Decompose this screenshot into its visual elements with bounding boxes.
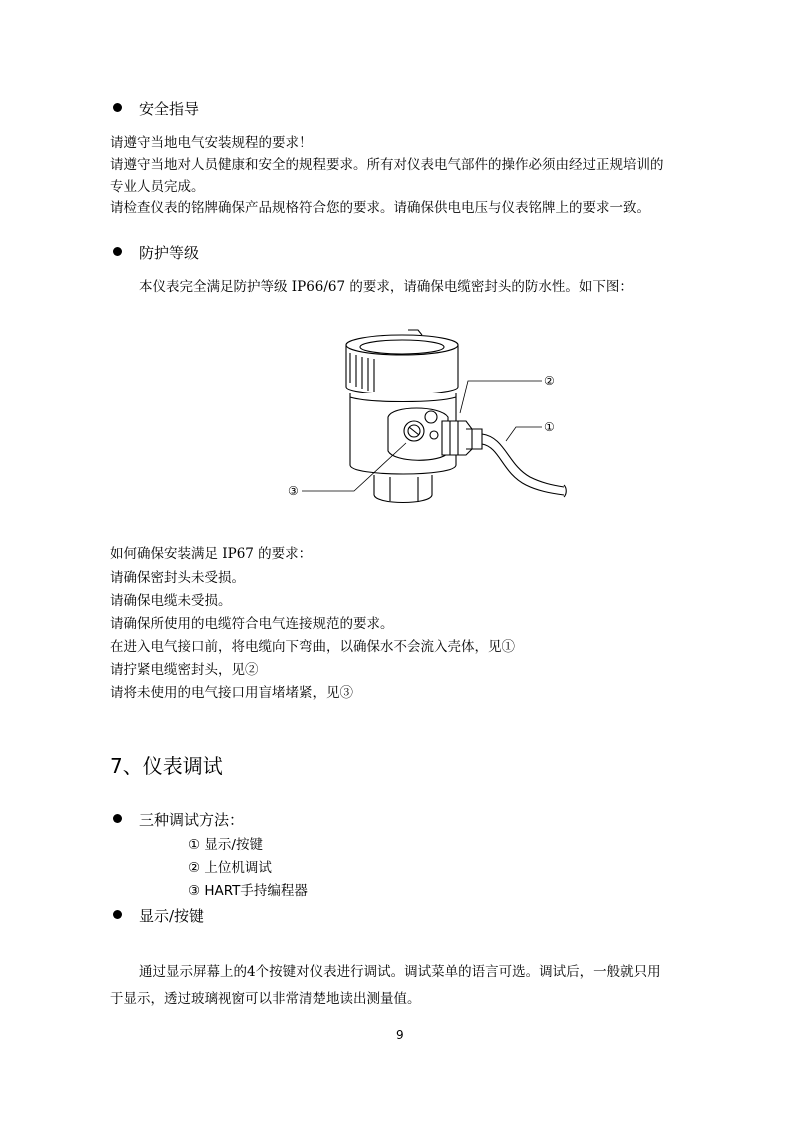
callout-2: ② [544, 374, 555, 388]
section-title: 7、仪表调试 [110, 754, 223, 778]
bullet-icon [113, 247, 122, 256]
protection-line-1: 如何确保安装满足 IP67 的要求： [110, 546, 313, 562]
bullet-icon [113, 103, 122, 112]
bullet-icon [113, 814, 122, 823]
protection-heading: 防护等级 [139, 244, 200, 262]
callout-3: ③ [288, 484, 299, 498]
protection-intro: 本仪表完全满足防护等级 IP66/67 的要求，请确保电缆密封头的防水性。如下图： [139, 279, 633, 295]
bullet-icon [113, 910, 122, 919]
method-item-3: ③ HART手持编程器 [188, 883, 308, 899]
page-number: 9 [396, 1028, 404, 1042]
protection-line-4: 请确保所使用的电缆符合电气连接规范的要求。 [110, 616, 394, 632]
safety-line-2: 请遵守当地对人员健康和安全的规程要求。所有对仪表电气部件的操作必须由经过正规培训的 [110, 157, 664, 173]
method-item-2: ② 上位机调试 [188, 860, 272, 876]
safety-heading: 安全指导 [139, 100, 200, 118]
transmitter-figure [280, 325, 570, 515]
method-item-1: ① 显示/按键 [188, 837, 263, 853]
protection-line-3: 请确保电缆未受损。 [110, 593, 232, 609]
protection-line-5: 在进入电气接口前，将电缆向下弯曲，以确保水不会流入壳体，见① [110, 639, 515, 655]
safety-line-4: 请检查仪表的铭牌确保产品规格符合您的要求。请确保供电电压与仪表铭牌上的要求一致。 [110, 200, 650, 216]
safety-line-1: 请遵守当地电气安装规程的要求！ [110, 135, 313, 151]
display-para-line-2: 于显示，透过玻璃视窗可以非常清楚地读出测量值。 [110, 991, 421, 1007]
safety-line-3: 专业人员完成。 [110, 179, 205, 195]
protection-line-6: 请拧紧电缆密封头，见② [110, 662, 259, 678]
protection-line-7: 请将未使用的电气接口用盲堵堵紧，见③ [110, 685, 353, 701]
methods-heading: 三种调试方法： [139, 811, 245, 829]
callout-1: ① [544, 420, 555, 434]
protection-line-2: 请确保密封头未受损。 [110, 570, 245, 586]
display-heading: 显示/按键 [139, 907, 205, 925]
display-para-line-1: 通过显示屏幕上的4个按键对仪表进行调试。调试菜单的语言可选。调试后，一般就只用 [139, 964, 661, 980]
